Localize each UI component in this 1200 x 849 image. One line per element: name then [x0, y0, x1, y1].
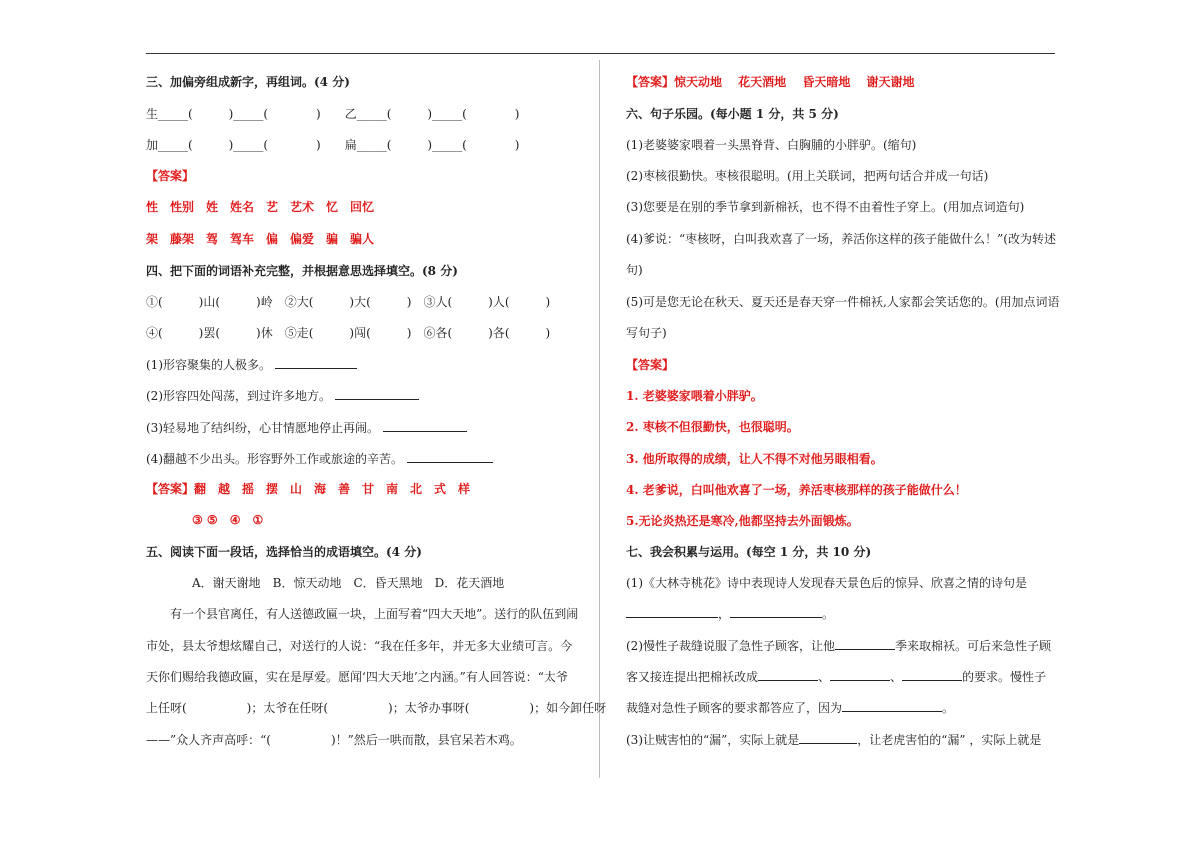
- q6-answer1: 1. 老婆婆家喂着小胖驴。: [626, 389, 763, 403]
- q5-title: 五、阅读下面一段话，选择恰当的成语填空。(4 分): [146, 545, 422, 559]
- q6-sentence1: (1)老婆婆家喂着一头黑脊背、白胸脯的小胖驴。(缩句): [626, 138, 917, 152]
- q4-answer-line1: 【答案】翻 越 摇 摆 山 海 善 甘 南 北 式 样: [146, 482, 471, 496]
- q7-line3: [626, 638, 1051, 654]
- q4-item2-text: (2)形容四处闯荡，到过许多地方。: [146, 389, 331, 403]
- q6-sentence5-line2: 写句子): [626, 326, 667, 340]
- q4-item3-blank[interactable]: [383, 420, 467, 432]
- q6-answer2: 2. 枣核不但很勤快，也很聪明。: [626, 420, 799, 434]
- q3-answer1: 性 性别 姓 姓名 艺 艺术 忆 回忆: [146, 200, 375, 214]
- q7-line5: [626, 700, 954, 716]
- q6-sentence4-line2: 句): [626, 263, 643, 277]
- q7-blank-change3[interactable]: [902, 669, 962, 681]
- q6-sentence2: (2)枣核很勤快。枣核很聪明。(用上关联词，把两句话合并成一句话): [626, 169, 989, 183]
- column-divider: [599, 60, 600, 778]
- q7-blank-reason[interactable]: [842, 700, 942, 712]
- q6-answer3: 3. 他所取得的成绩，让人不得不对他另眼相看。: [626, 452, 883, 466]
- q3-answer2: 架 藤架 驾 驾车 偏 偏爱 骗 骗人: [146, 232, 375, 246]
- q3-row2: 加_____( )_____( ) 扁_____( )_____( ): [146, 138, 520, 152]
- q6-answer5: 5.无论炎热还是寒冷,他都坚持去外面锻炼。: [626, 514, 859, 528]
- q4-title: 四、把下面的词语补充完整，并根据意思选择填空。(8 分): [146, 264, 458, 278]
- q4-item1-text: (1)形容聚集的人极多。: [146, 358, 271, 372]
- q7-line6-b: ，让老虎害怕的“漏” ，实际上就是: [857, 733, 1042, 747]
- q5-paragraph-line2: 市处，县太爷想炫耀自己，对送行的人说：“我在任多年，并无多大业绩可言。今: [146, 639, 573, 653]
- q6-sentence4-line1: (4)爹说：“枣核呀，白叫我欢喜了一场，养活你这样的孩子能做什么！”(改为转述: [626, 232, 1056, 246]
- q7-blank-leak1[interactable]: [799, 732, 857, 744]
- q4-item4-text: (4)翻越不少出头。形容野外工作或旅途的辛苦。: [146, 452, 403, 466]
- q6-sentence3: (3)您要是在别的季节拿到新棉袄，也不得不由着性子穿上。(用加点词造句): [626, 200, 1025, 214]
- q4-item4-blank[interactable]: [407, 451, 493, 463]
- q4-row2: ④( )罢( )休 ⑤走( )闯( ) ⑥各( )各( ): [146, 326, 551, 340]
- q4-row1: ①( )山( )岭 ②大( )大( ) ③人( )人( ): [146, 295, 551, 309]
- q4-item3: [146, 420, 467, 436]
- q3-answer-label: 【答案】: [146, 169, 195, 183]
- q7-line6-a: (3)让贼害怕的“漏”，实际上就是: [626, 733, 800, 747]
- q6-answer4: 4. 老爹说，白叫他欢喜了一场，养活枣核那样的孩子能做什么！: [626, 483, 967, 497]
- q4-item1-blank[interactable]: [275, 357, 357, 369]
- q7-blank-change1[interactable]: [758, 669, 818, 681]
- q5-paragraph-line1: 有一个县官离任，有人送德政匾一块，上面写着“四大天地”。送行的队伍到闹: [170, 607, 579, 621]
- q7-line4-sep1: 、: [818, 670, 831, 684]
- q5-answer: 【答案】惊天动地 花天酒地 昏天暗地 谢天谢地: [626, 75, 915, 89]
- q4-item2-blank[interactable]: [335, 388, 419, 400]
- q4-item1: [146, 357, 357, 373]
- q7-line3-b: 季来取棉袄。可后来急性子顾: [895, 639, 1052, 653]
- q3-title: 三、加偏旁组成新字，再组词。(4 分): [146, 75, 350, 89]
- q7-line5-b: 。: [942, 701, 955, 715]
- q7-line2-sep: ，: [718, 607, 731, 621]
- q7-blank-change2[interactable]: [830, 669, 890, 681]
- q6-sentence5-line1: (5)可是您无论在秋天、夏天还是春天穿一件棉袄,人家都会笑话您的。(用加点词语: [626, 295, 1060, 309]
- q4-item4: [146, 451, 493, 467]
- q7-line4-b: 的要求。慢性子: [962, 670, 1047, 684]
- top-rule: [146, 53, 1055, 54]
- q6-title: 六、句子乐园。(每小题 1 分，共 5 分): [626, 107, 839, 121]
- q7-line2: [626, 606, 834, 622]
- q7-line4-a: 客又接连提出把棉袄改成: [626, 670, 759, 684]
- q7-blank-poem2[interactable]: [730, 606, 822, 618]
- q7-line3-a: (2)慢性子裁缝说服了急性子顾客，让他: [626, 639, 835, 653]
- q3-row1: 生_____( )_____( ) 乙_____( )_____( ): [146, 107, 520, 121]
- q6-answer-label: 【答案】: [626, 358, 675, 372]
- q5-paragraph-line4: 上任呀( )；太爷在任呀( )；太爷办事呀( )；如今卸任呀: [146, 701, 607, 715]
- q7-line6: [626, 732, 1041, 748]
- q5-options: A．谢天谢地 B．惊天动地 C．昏天黑地 D．花天酒地: [192, 576, 505, 590]
- q7-line4: [626, 669, 1046, 685]
- q7-blank-poem1[interactable]: [626, 606, 718, 618]
- q7-line2-end: 。: [822, 607, 835, 621]
- q5-paragraph-line3: 天你们赐给我德政匾，实在是厚爱。愿闻‘四大天地’之内涵。”有人回答说：“太爷: [146, 670, 568, 684]
- q7-line1: (1)《大林寺桃花》诗中表现诗人发现春天景色后的惊异、欣喜之情的诗句是: [626, 576, 1028, 590]
- q5-paragraph-line5: ——”众人齐声高呼：“( )！”然后一哄而散，县官呆若木鸡。: [146, 733, 522, 747]
- q7-blank-season[interactable]: [835, 638, 895, 650]
- q7-line4-sep2: 、: [890, 670, 903, 684]
- q7-line5-a: 裁缝对急性子顾客的要求都答应了，因为: [626, 701, 843, 715]
- q7-title: 七、我会积累与运用。(每空 1 分，共 10 分): [626, 545, 872, 559]
- q4-item2: [146, 388, 419, 404]
- q4-answer-line2: ③ ⑤ ④ ①: [192, 513, 264, 527]
- q4-item3-text: (3)轻易地了结纠纷，心甘情愿地停止再闹。: [146, 421, 379, 435]
